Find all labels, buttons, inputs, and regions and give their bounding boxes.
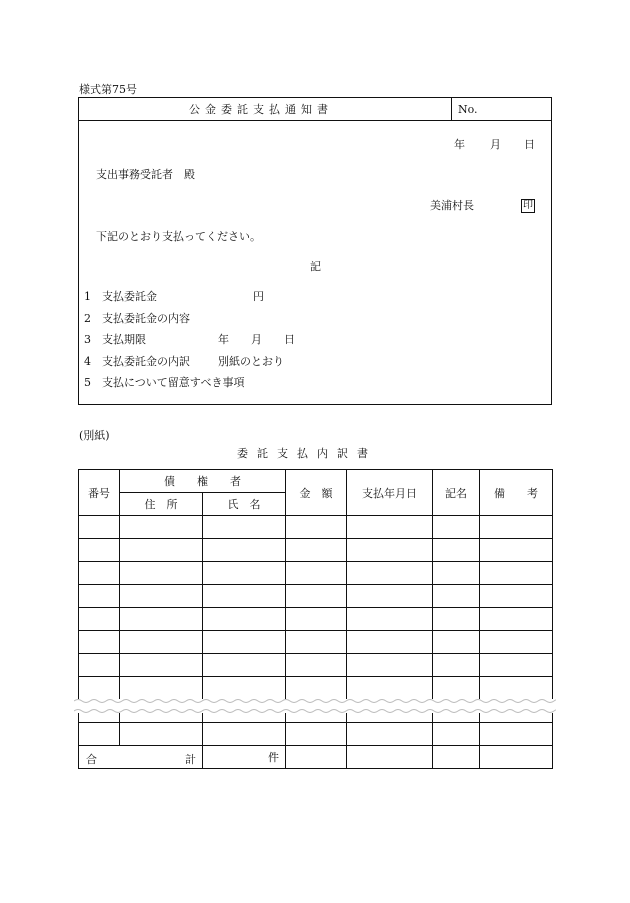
- table-row: [79, 516, 553, 539]
- item-4-label: 支払委託金の内訳: [102, 355, 190, 368]
- header-divider: [79, 120, 551, 121]
- attachment-title: 委託支払内訳書: [237, 447, 377, 460]
- item-5-label: 支払について留意すべき事項: [102, 376, 245, 389]
- item-1-value: 円: [253, 290, 264, 303]
- header-address: 住 所: [120, 493, 203, 516]
- item-5-num: 5: [84, 376, 91, 389]
- total-count-label: 件: [203, 746, 286, 769]
- date-day: 日: [524, 138, 535, 151]
- item-4-value: 別紙のとおり: [218, 355, 284, 368]
- table-row: [79, 631, 553, 654]
- table-row: [79, 585, 553, 608]
- table-break-wave: [74, 695, 556, 717]
- header-column-divider: [451, 98, 452, 120]
- total-row: [79, 746, 553, 769]
- table-row: [79, 539, 553, 562]
- issuer: 美浦村長: [430, 199, 474, 212]
- total-sum-label: 計: [185, 753, 196, 766]
- header-pay-date: 支払年月日: [347, 470, 433, 516]
- notice-body: 下記のとおり支払ってください。: [96, 230, 261, 243]
- table-row: [79, 723, 553, 746]
- header-signature: 記名: [433, 470, 480, 516]
- table-row: [79, 608, 553, 631]
- total-label: 合: [86, 753, 97, 766]
- recipient: 支出事務受託者 殿: [96, 168, 195, 181]
- table-row: [79, 562, 553, 585]
- header-creditor: 債 権 者: [120, 470, 286, 493]
- total-label-cell: [79, 746, 203, 769]
- table-row: [79, 654, 553, 677]
- document-no-label: No.: [458, 103, 478, 116]
- breakdown-table: [78, 469, 553, 769]
- form-number: 様式第75号: [79, 83, 137, 96]
- item-1-num: 1: [84, 290, 91, 303]
- item-4-num: 4: [84, 355, 91, 368]
- header-remarks: 備 考: [480, 470, 553, 516]
- date-year: 年: [454, 138, 465, 151]
- notice-title: 公金委託支払通知書: [189, 103, 333, 116]
- item-2-num: 2: [84, 312, 91, 325]
- item-3-label: 支払期限: [102, 333, 146, 346]
- item-1-label: 支払委託金: [102, 290, 157, 303]
- header-number: 番号: [79, 470, 120, 516]
- attachment-label: (別紙): [79, 429, 110, 442]
- seal-mark: 印: [523, 200, 533, 211]
- item-3-num: 3: [84, 333, 91, 346]
- header-amount: 金 額: [286, 470, 347, 516]
- ki-heading: 記: [310, 260, 321, 273]
- date-month: 月: [490, 138, 501, 151]
- header-name: 氏 名: [203, 493, 286, 516]
- item-3-value: 年 月 日: [218, 333, 295, 346]
- item-2-label: 支払委託金の内容: [102, 312, 190, 325]
